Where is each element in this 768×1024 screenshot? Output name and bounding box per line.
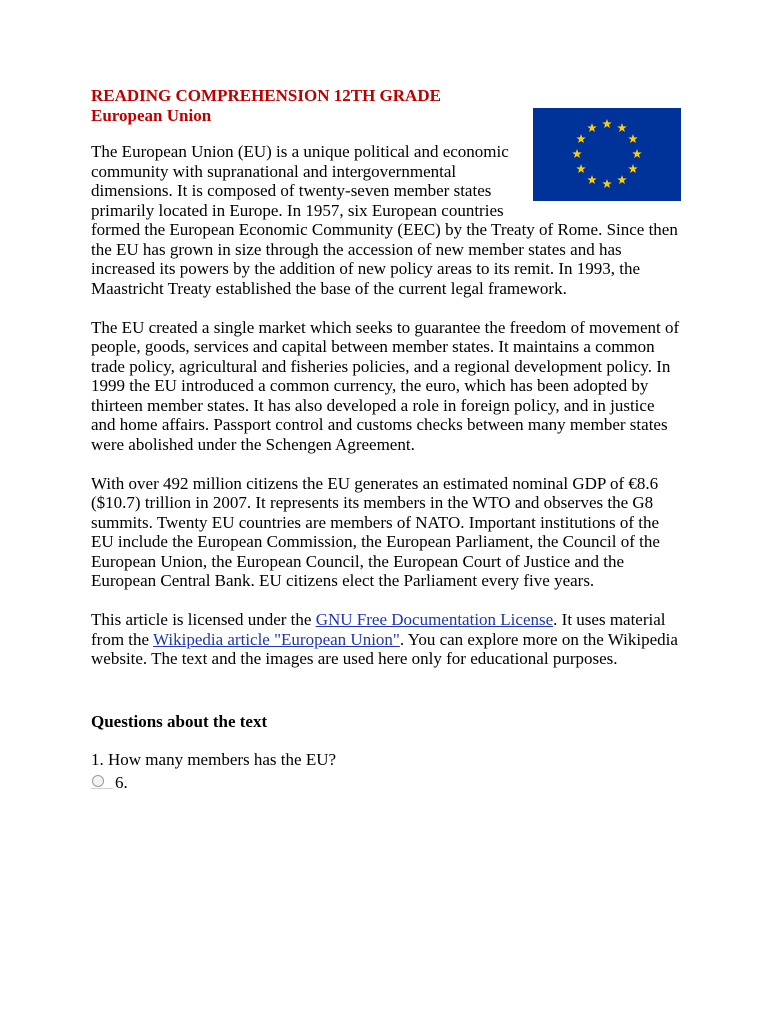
radio-circle-icon xyxy=(92,775,104,787)
eu-flag-stars xyxy=(533,108,681,201)
section-spacer xyxy=(91,688,681,712)
license-paragraph xyxy=(91,610,681,669)
license-text-before: This article is licensed under the xyxy=(91,610,316,629)
license-text-middle: . It uses material from the xyxy=(91,610,666,649)
questions-heading: Questions about the text xyxy=(91,712,268,731)
document-page xyxy=(91,86,681,794)
wikipedia-article-link[interactable]: Wikipedia article "European Union" xyxy=(153,629,400,649)
paragraph-2: The EU created a single market which seeks to guarantee the freedom of movement of people, goods, services and capital between member states. It maintains a common trade policy, agricultural and fisheries policies, and a regional development policy. In 1999 the EU introduced a common currency, the euro, which has been adopted by thirteen member states. It has also developed a role in foreign policy, and in justice and home affairs. Passport control and customs checks between many member states were abolished under the Schengen Agreement. xyxy=(91,317,680,454)
question-text: 1. How many members has the EU? xyxy=(91,750,337,769)
radio-button[interactable] xyxy=(91,774,113,789)
answer-option[interactable] xyxy=(91,772,681,794)
page-title: READING COMPREHENSION 12TH GRADE xyxy=(91,86,441,105)
eu-flag-image xyxy=(533,108,681,201)
license-text-after: . You can explore more on the Wikipedia website. The text and the images are used here only for educational purposes. xyxy=(91,629,678,668)
gnu-license-link[interactable]: GNU Free Documentation License xyxy=(315,610,554,629)
answer-option-label: 6. xyxy=(115,773,128,792)
question-1 xyxy=(91,750,681,794)
paragraph-3: With over 492 million citizens the EU generates an estimated nominal GDP of €8.6 ($10.7) trillion in 2007. It represents its members in the WTO and observes the G8 summits. Twenty EU countries are members of NATO. Important institutions of the EU include the European Commission, the European Parliament, the Council of the European Union, the European Council, the European Court of Justice and the European Central Bank. EU citizens elect the Parliament every five years. xyxy=(91,473,660,590)
paragraph-1-text: The European Union (EU) is a unique political and economic community with supranational and intergovernmental dimensions. It is composed of twenty-seven member states primarily located in Europe. In 1957, six European countries formed the European Economic Community (EEC) by the Treaty of Rome. Since then the EU has grown in size through the accession of new member states and has increased its powers by the addition of new policy areas to its remit. In 1993, the Maastricht Treaty established the base of the current legal framework. xyxy=(91,142,678,298)
page-subtitle: European Union xyxy=(91,106,212,125)
paragraph-1 xyxy=(91,142,681,298)
